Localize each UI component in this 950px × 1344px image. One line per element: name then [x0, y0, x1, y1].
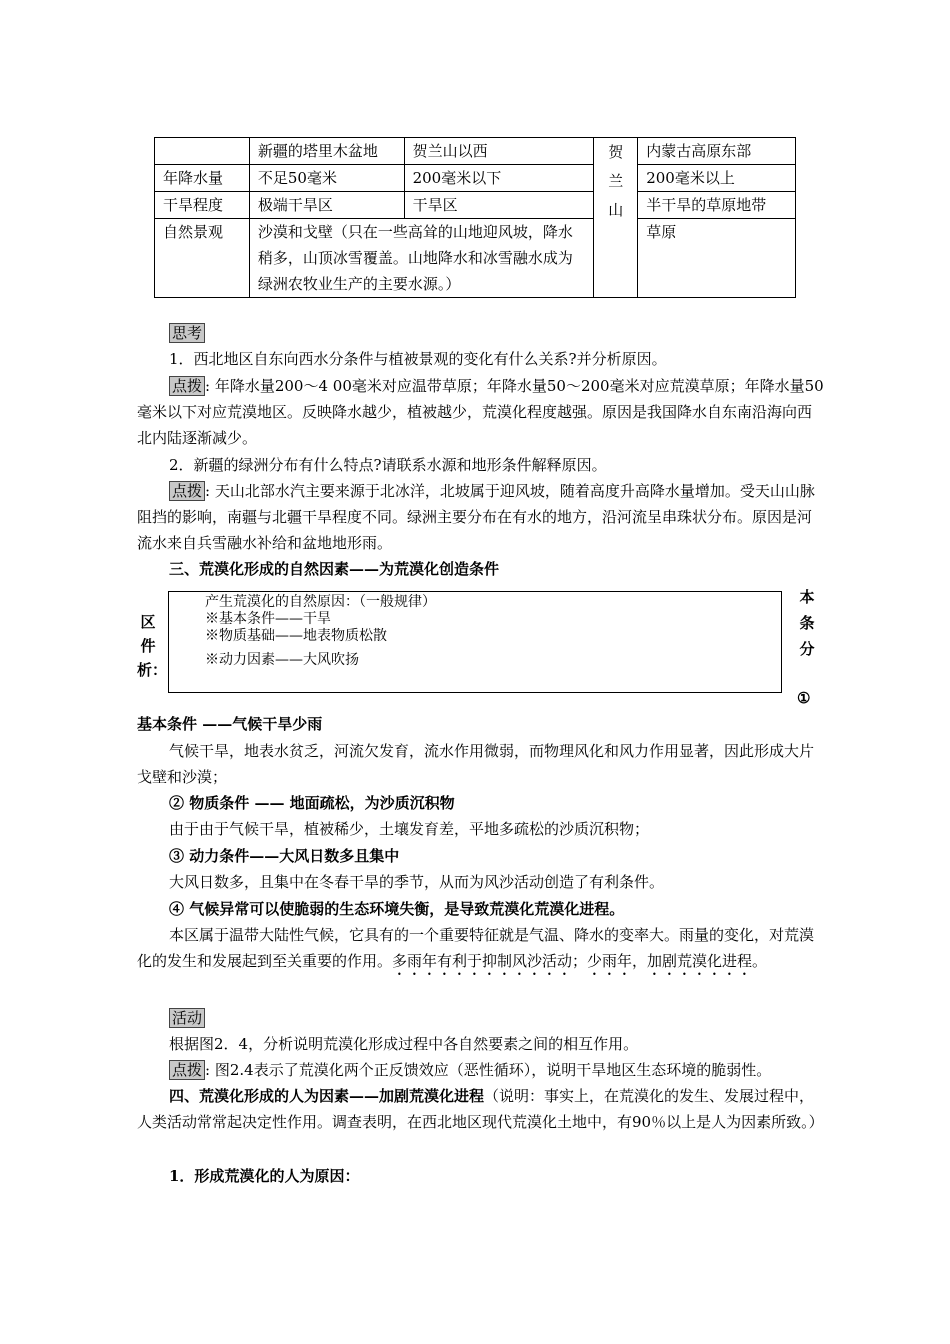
- row-label: 干旱程度: [155, 192, 250, 219]
- comparison-table: [154, 137, 796, 298]
- table-header-cell: 贺兰山以西: [404, 138, 594, 165]
- row-label: 自然景观: [155, 219, 250, 298]
- section-4-note: （说明：事实上，在荒漠化的发生、发展过程中，人类活动常常起决定性作用。调查表明，在西北地区现代荒漠化土地中，有90％以上是人为因素所致。）: [137, 1087, 824, 1131]
- table-header-cell: 内蒙古高原东部: [638, 138, 796, 165]
- table-row: [155, 192, 796, 219]
- hint-tag: 点拨: [169, 376, 205, 396]
- hint-tag: 点拨: [169, 481, 205, 501]
- hint-1: 点拨 : 年降水量200～4 00毫米对应温带草原；年降水量50～200毫米对应荒漠草原；年降水量50毫米以下对应荒漠地区。反映降水越少，植被越少，荒漠化程度越强。原因是我国降水自东南沿海向西北内陆逐渐减少。: [137, 377, 824, 447]
- table-cell: 不足50毫米: [249, 165, 404, 192]
- question-1: 1．西北地区自东向西水分条件与植被景观的变化有什么关系?并分析原因。: [169, 350, 667, 368]
- section-4-heading: 四、荒漠化形成的人为因素——加剧荒漠化进程: [169, 1087, 485, 1105]
- condition-3-text: 大风日数多，且集中在冬春干旱的季节，从而为风沙活动创造了有利条件。: [169, 873, 665, 891]
- circled-one: ①: [797, 689, 811, 707]
- table-cell: 半干旱的草原地带: [638, 192, 796, 219]
- section-3-heading: 三、荒漠化形成的自然因素——为荒漠化创造条件: [169, 560, 500, 578]
- table-cell: [155, 138, 250, 165]
- section-4-paragraph: [137, 1083, 825, 1135]
- table-cell: 草原: [638, 219, 796, 298]
- condition-3-title: ③ 动力条件——大风日数多且集中: [169, 847, 400, 865]
- table-row: [155, 219, 796, 298]
- table-header-cell: 新疆的塔里木盆地: [249, 138, 404, 165]
- think-tag: 思考: [169, 320, 205, 346]
- helan-mountain-divider: 贺 兰 山: [594, 138, 638, 298]
- question-2: 2．新疆的绿洲分布有什么特点?请联系水源和地形条件解释原因。: [169, 456, 607, 474]
- box-left-label-end: 析：: [137, 661, 168, 679]
- table-cell: 极端干旱区: [249, 192, 404, 219]
- activity-tag: 活动: [169, 1005, 205, 1031]
- hint-tag: 点拨: [169, 1060, 205, 1080]
- condition-1-title: 基本条件 ——气候干旱少雨: [137, 715, 323, 733]
- table-cell: 200毫米以上: [638, 165, 796, 192]
- box-line: ※基本条件——干旱: [205, 611, 331, 627]
- box-line: ※动力因素——大风吹扬: [205, 652, 359, 668]
- condition-4-title: ④ 气候异常可以使脆弱的生态环境失衡，是导致荒漠化荒漠化进程。: [169, 900, 625, 918]
- condition-2-text: 由于由于气候干旱，植被稀少，土壤发育差，平地多疏松的沙质沉积物；: [169, 820, 650, 838]
- box-right-label: 本 条 分: [799, 588, 815, 658]
- box-left-label: 区 件: [140, 613, 156, 655]
- hint-2: 点拨 : 天山北部水汽主要来源于北冰洋，北坡属于迎风坡，随着高度升高降水量增加。受天山山脉阻挡的影响，南疆与北疆干旱程度不同。绿洲主要分布在有水的地方，沿河流呈串珠状分布。原因是河流水来自兵雪融水补给和盆地地形雨。: [137, 482, 815, 552]
- condition-4-text: 本区属于温带大陆性气候，它具有的一个重要特征就是气温、降水的变率大。雨量的变化，对荒漠化的发生和发展起到至关重要的作用。多雨年有利于抑制风沙活动；少雨年，加剧荒漠化进程。: [137, 926, 815, 970]
- condition-1-text: 气候干旱，地表水贫乏，河流欠发育，流水作用微弱，而物理风化和风力作用显著，因此形成大片戈壁和沙漠；: [137, 742, 815, 786]
- activity-text: 根据图2．4，分析说明荒漠化形成过程中各自然要素之间的相互作用。: [169, 1035, 639, 1053]
- table-cell: 干旱区: [404, 192, 594, 219]
- box-line: 产生荒漠化的自然原因：（一般规律）: [205, 594, 436, 610]
- condition-2-title: ② 物质条件 —— 地面疏松，为沙质沉积物: [169, 794, 455, 812]
- table-row: [155, 138, 796, 165]
- natural-causes-box: [168, 591, 782, 693]
- table-row: [155, 165, 796, 192]
- table-cell: 200毫米以下: [404, 165, 594, 192]
- section-4-sub-1: 1．形成荒漠化的人为原因：: [169, 1167, 360, 1185]
- row-label: 年降水量: [155, 165, 250, 192]
- box-line: ※物质基础——地表物质松散: [205, 628, 387, 644]
- activity-hint: 点拨 : 图2.4表示了荒漠化两个正反馈效应（恶性循环），说明干旱地区生态环境的脆弱性。: [137, 1057, 837, 1083]
- emphasis-text: 多雨年有利于抑制风沙活动；少雨年，加剧荒漠化进程: [392, 952, 753, 970]
- table-cell: 沙漠和戈壁（只在一些高耸的山地迎风坡，降水稍多，山顶冰雪覆盖。山地降水和冰雪融水成为绿洲农牧业生产的主要水源。）: [249, 219, 593, 298]
